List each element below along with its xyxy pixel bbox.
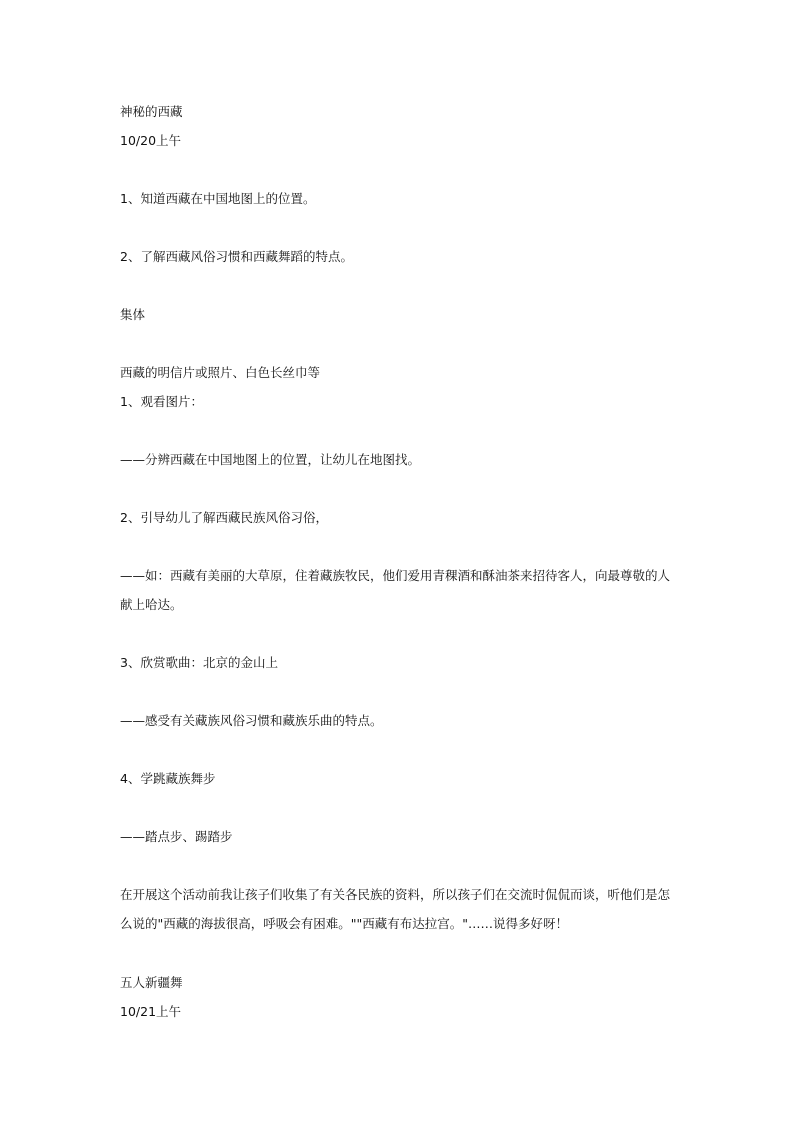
- step-note: ——踏点步、踢踏步: [120, 829, 233, 844]
- step-note: ——感受有关藏族风俗习惯和藏族乐曲的特点。: [120, 713, 383, 728]
- materials-text: 西藏的明信片或照片、白色长丝巾等: [120, 365, 321, 380]
- lesson-title: 五人新疆舞: [120, 975, 183, 990]
- step-note: ——如：西藏有美丽的大草原，住着藏族牧民，他们爱用青稞酒和酥油茶来招待客人，向最尊敬的人献上哈达。: [120, 568, 671, 612]
- step-item: 1、观看图片：: [120, 394, 203, 409]
- lesson-date: 10/21上午: [120, 1004, 182, 1019]
- step-item: 3、欣赏歌曲：北京的金山上: [120, 655, 278, 670]
- goal-item: 2、了解西藏风俗习惯和西藏舞蹈的特点。: [120, 249, 353, 264]
- reflection-paragraph: 在开展这个活动前我让孩子们收集了有关各民族的资料，所以孩子们在交流时侃侃而谈，听他们是怎么说的"西藏的海拔很高，呼吸会有困难。""西藏有布达拉宫。"……说得多好呀！: [120, 887, 671, 931]
- step-item: 4、学跳藏族舞步: [120, 771, 216, 786]
- organization-text: 集体: [120, 307, 146, 322]
- step-note: ——分辨西藏在中国地图上的位置，让幼儿在地图找。: [120, 452, 421, 467]
- step-item: 2、引导幼儿了解西藏民族风俗习俗，: [120, 510, 328, 525]
- lesson-date: 10/20上午: [120, 133, 182, 148]
- lesson-title: 神秘的西藏: [120, 104, 183, 119]
- goal-item: 1、知道西藏在中国地图上的位置。: [120, 191, 316, 206]
